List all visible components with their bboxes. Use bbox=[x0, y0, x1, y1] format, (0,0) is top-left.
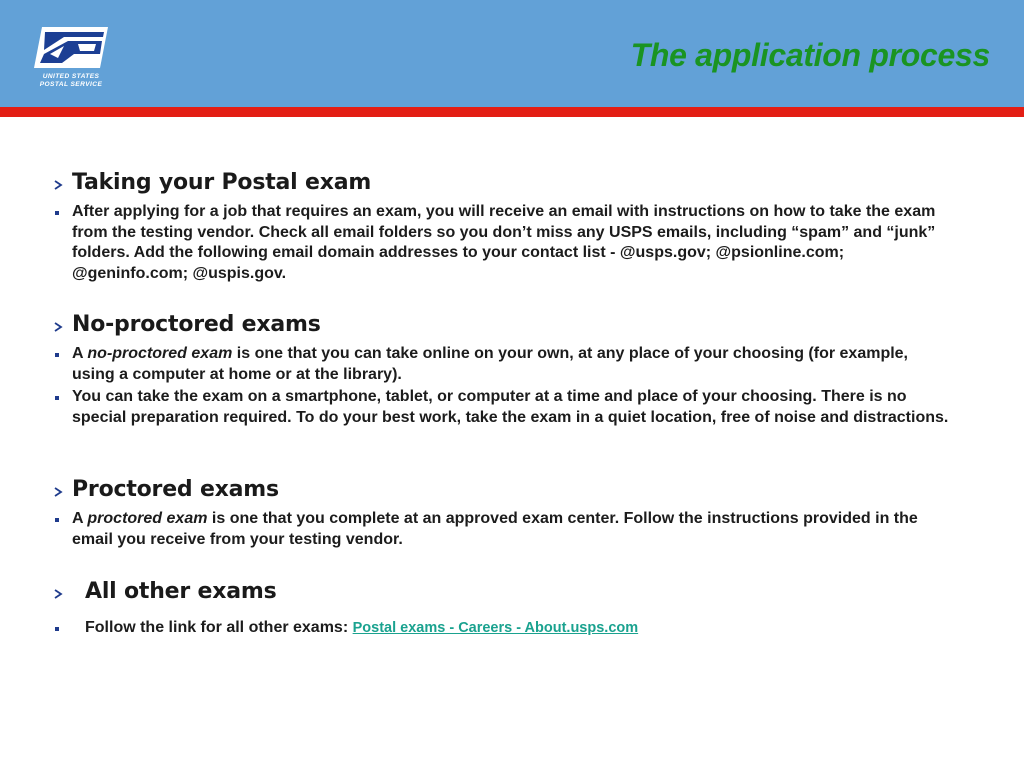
slide-title: The application process bbox=[630, 37, 990, 73]
postal-exams-link[interactable]: Postal exams - Careers - About.usps.com bbox=[352, 620, 639, 636]
text-fragment: Follow the link for all other exams: bbox=[85, 619, 353, 636]
paragraph-all-other bbox=[85, 618, 965, 639]
section-arrow-icon bbox=[53, 322, 63, 332]
logo-text-line1: UNITED STATES bbox=[42, 73, 100, 80]
bullet-marker-icon bbox=[55, 353, 59, 357]
text-fragment: A bbox=[72, 510, 88, 527]
text-fragment: is one that you complete at an approved exam center. Follow the instructions provided in the email you receive from your testing vendor. bbox=[72, 510, 918, 548]
bullet-marker-icon bbox=[55, 211, 59, 215]
red-divider-bar bbox=[0, 107, 1024, 117]
section-heading-all-other: All other exams bbox=[85, 579, 277, 604]
section-arrow-icon bbox=[53, 589, 63, 599]
paragraph-taking-exam: After applying for a job that requires an exam, you will receive an email with instructions on how to take the exam from the testing vendor. Check all email folders so you don’t miss any USPS emails, including “spam” and “junk” folders. Add the following email domain addresses to your contact list - @usps.gov; @psionline.com; @geninfo.com; @uspis.gov. bbox=[72, 203, 936, 282]
paragraph-proctored-definition bbox=[72, 509, 952, 550]
text-fragment: A bbox=[72, 345, 88, 362]
logo-wordmark bbox=[34, 73, 108, 89]
bullet-marker-icon bbox=[55, 396, 59, 400]
emphasis-term: proctored exam bbox=[87, 510, 208, 527]
emphasis-term: no-proctored exam bbox=[87, 345, 233, 362]
paragraph-no-proctored-devices: You can take the exam on a smartphone, tablet, or computer at a time and place of your choosing. There is no special preparation required. To do your best work, take the exam in a quiet location, free of noise and distractions. bbox=[72, 388, 949, 426]
section-heading-taking-exam: Taking your Postal exam bbox=[72, 170, 372, 195]
bullet-marker-icon bbox=[55, 627, 59, 631]
bullet-marker-icon bbox=[55, 518, 59, 522]
paragraph-no-proctored-definition bbox=[72, 344, 952, 385]
section-arrow-icon bbox=[53, 180, 63, 190]
text-fragment: is one that you can take online on your own, at any place of your choosing (for example, using a computer at home or at the library). bbox=[72, 345, 908, 383]
section-arrow-icon bbox=[53, 487, 63, 497]
logo-text-line2: POSTAL SERVICE bbox=[39, 81, 103, 88]
section-heading-no-proctored: No-proctored exams bbox=[72, 312, 321, 337]
section-heading-proctored: Proctored exams bbox=[72, 477, 279, 502]
